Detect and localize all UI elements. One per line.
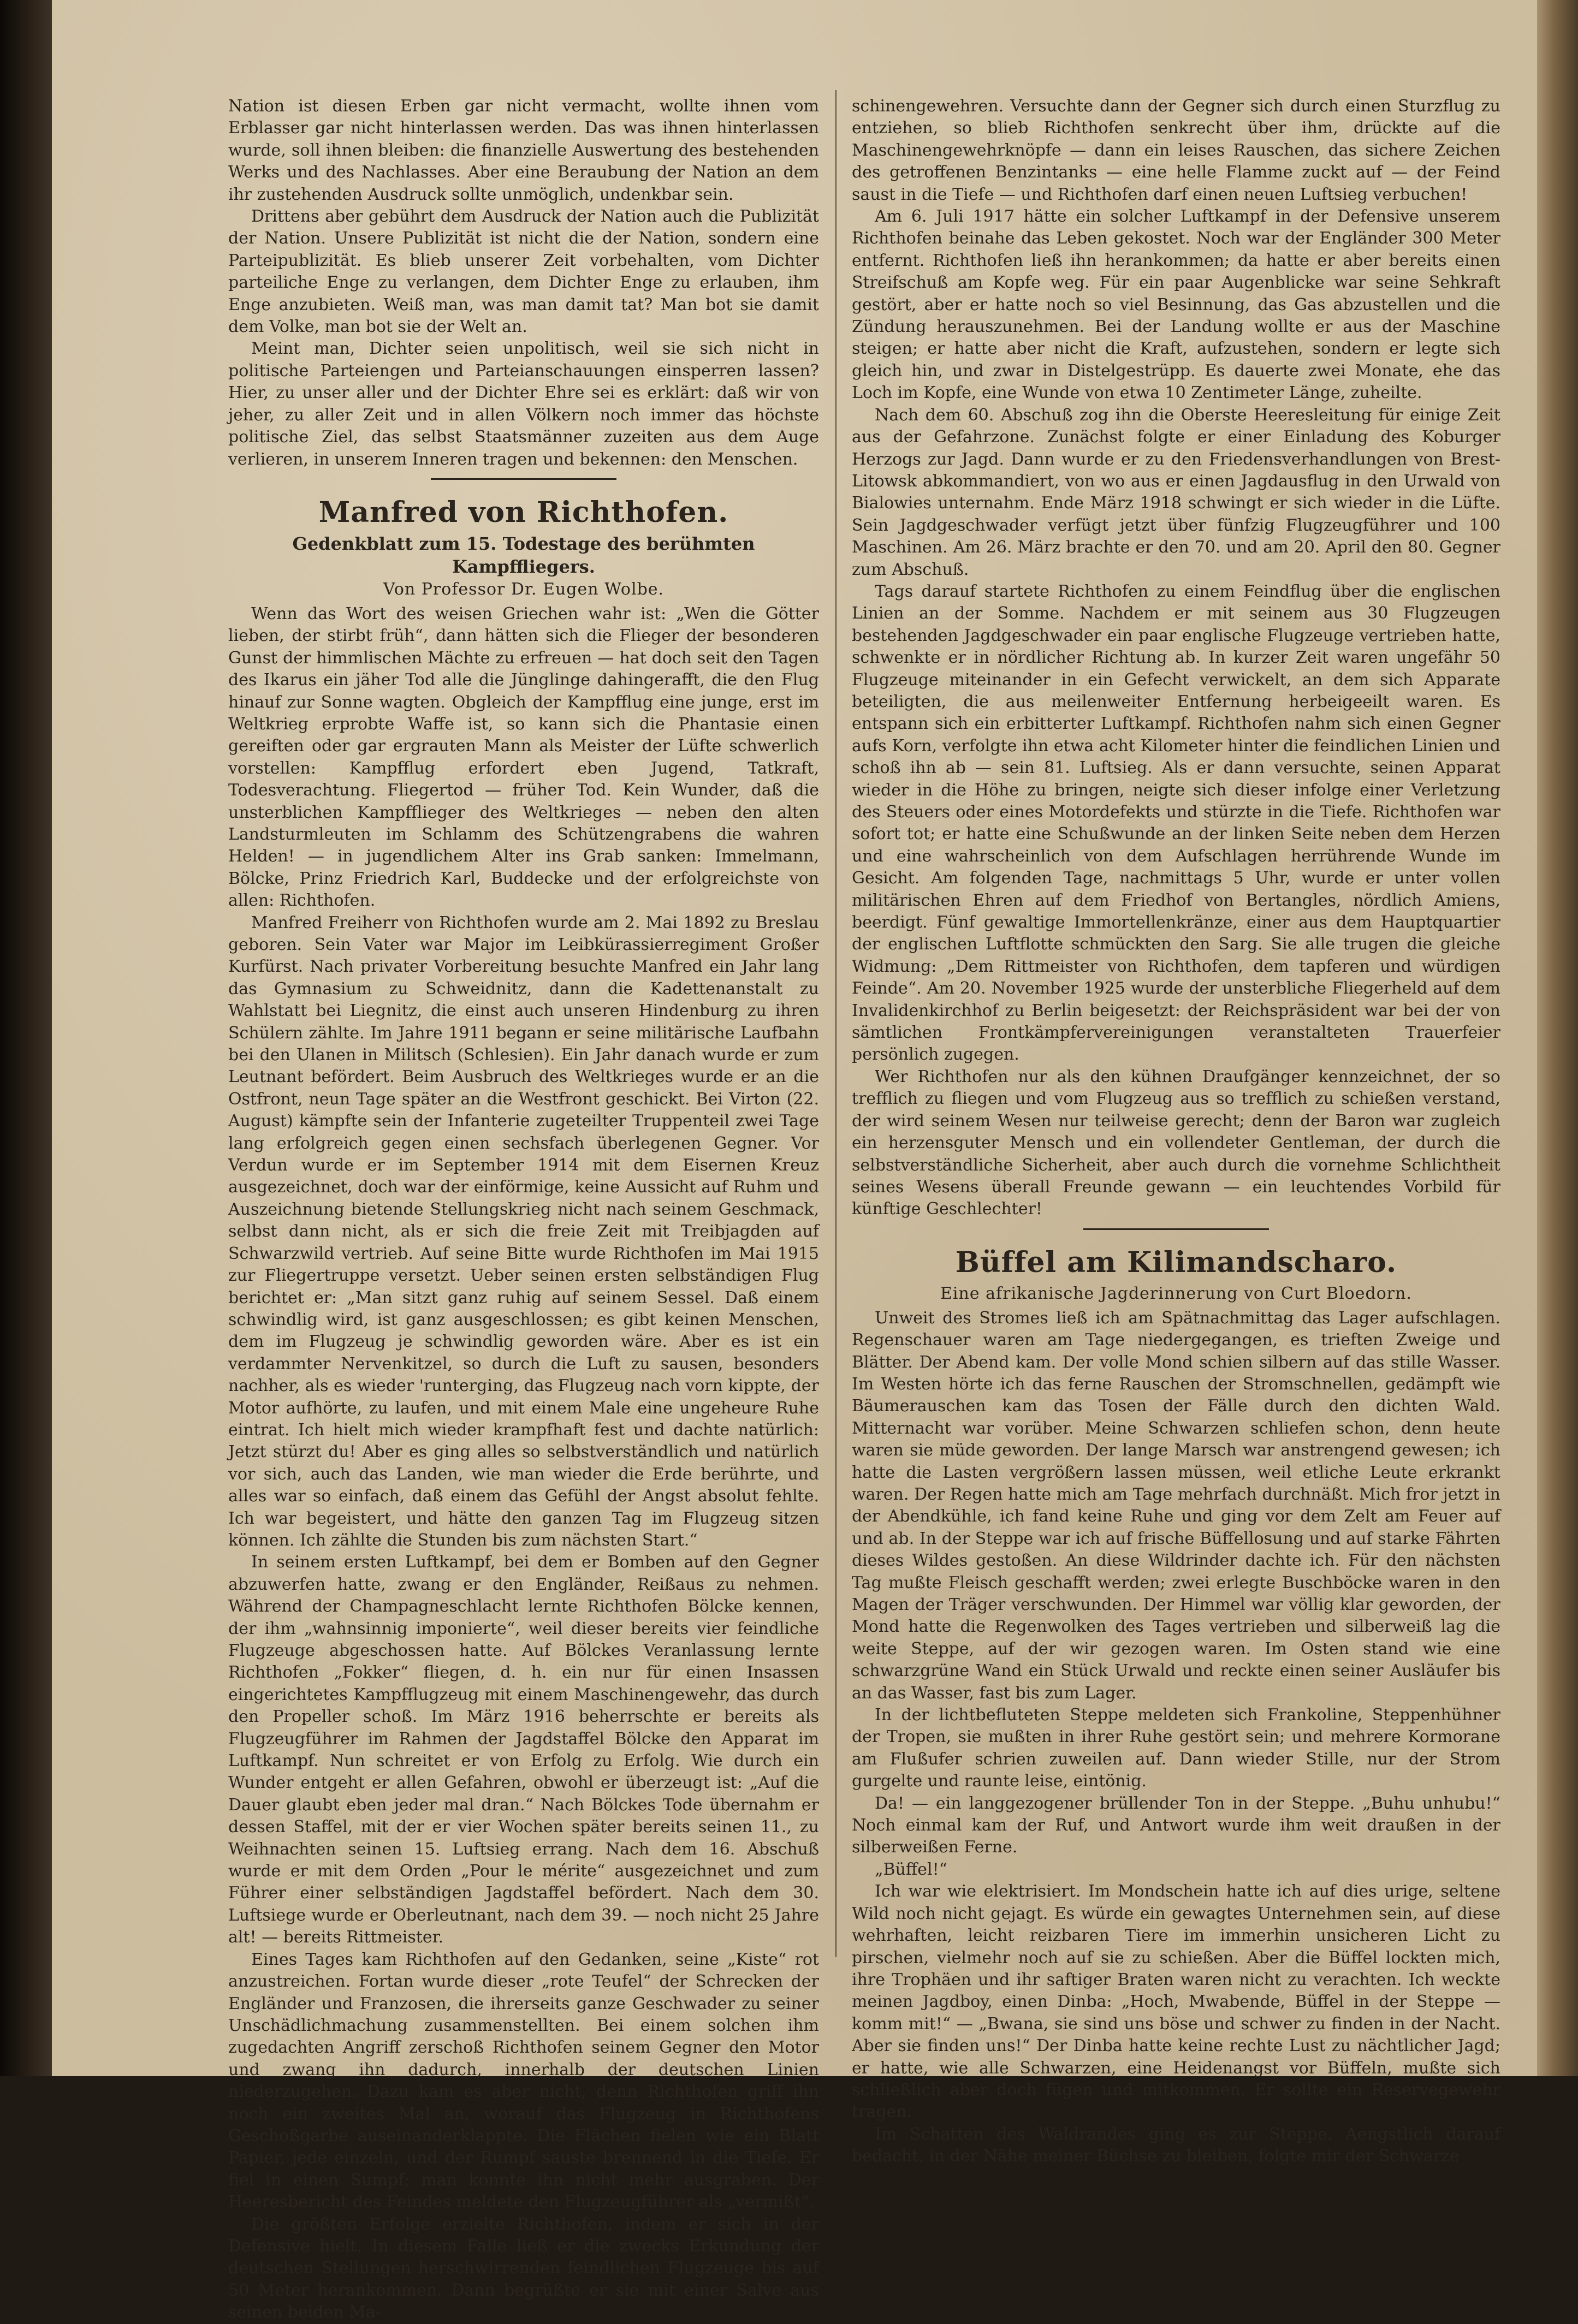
- article2-title: Büffel am Kilimandscharo.: [955, 1245, 1397, 1279]
- article-paragraph: Am 6. Juli 1917 hätte ein solcher Luftkampf in der Defensive unserem Richthofen beinahe das Leben gekostet. Noch war der Engländer 300 Meter entfernt. Richthofen ließ ihn herankommen; da hatte er aber bereits einen Streifschuß am Kopfe weg. Für ein paar Augenblicke war seine Sehkraft gestört, aber er hatte noch so viel Besinnung, das Gas abzustellen und die Zündung herauszunehmen. Bei der Landung wollte er aus der Maschine steigen; er hatte aber nicht die Kraft, aufzustehen, sondern er legte sich gleich hin, und zwar in Distelgestrüpp. Es dauerte zwei Monate, ehe das Loch im Kopfe, eine Wunde von etwa 10 Zentimeter Länge, zuheilte.: [852, 207, 1500, 403]
- article-paragraph: Wenn das Wort des weisen Griechen wahr ist: „Wen die Götter lieben, der stirbt früh“, dann hätten sich die Flieger der besonderen Gunst der himmlischen Mächte zu erfreuen — hat doch seit den Tagen des Ikarus ein jäher Tod alle die Jünglinge dahingerafft, die den Flug hinauf zur Sonne wagten. Obgleich der Kampfflug eine junge, erst im Weltkrieg erprobte Waffe ist, so kann sich die Phantasie einen gereiften oder gar ergrauten Mann als Meister der Lüfte schwerlich vorstellen: Kampfflug erfordert eben Jugend, Tatkraft, Todesverachtung. Fliegertod — früher Tod. Kein Wunder, daß die unsterblichen Kampfflieger des Weltkrieges — neben den alten Landsturmleuten im Schlamm des Schützengrabens die wahren Helden! — in jugendlichem Alter ins Grab sanken: Immelmann, Bölcke, Prinz Friedrich Karl, Buddecke und der erfolgreichste von allen: Richthofen.: [228, 604, 819, 911]
- article-author: Von Professor Dr. Eugen Wolbe.: [383, 579, 665, 599]
- intro-paragraph: Meint man, Dichter seien unpolitisch, weil sie sich nicht in politische Parteiengen und Parteianschauungen einsperren lassen? Hier, zu unser aller und der Dichter Ehre sei es erklärt: daß wir von jeher, zu aller Zeit und in allen Völkern noch immer das höchste politische Ziel, das selbst Staatsmänner zuzeiten aus dem Auge verlieren, in unserem Inneren tragen und bekennen: den Menschen.: [228, 339, 819, 469]
- article2-paragraph: „Büffel!“: [875, 1859, 947, 1879]
- article-title: Manfred von Richthofen.: [318, 495, 729, 529]
- article-paragraph: Wer Richthofen nur als den kühnen Draufgänger kennzeichnet, der so trefflich zu fliegen und vom Flugzeug aus so trefflich zu schießen verstand, der wird seinem Wesen nur teilweise gerecht; denn der Baron war zugleich ein herzensguter Mensch und ein vollendeter Gentleman, der durch die selbstverständliche Sicherheit, aber auch durch die vornehme Schlichtheit seines Wesens überall Freunde gewann — ein leuchtendes Vorbild für künftige Geschlechter!: [852, 1067, 1500, 1219]
- article-paragraph: Nach dem 60. Abschuß zog ihn die Oberste Heeresleitung für einige Zeit aus der Gefahrzone. Zunächst folgte er einer Einladung des Koburger Herzogs zur Jagd. Dann wurde er zu den Friedensverhandlungen von Brest-Litowsk abkommandiert, von wo aus er einen Jagdausflug in den Urwald von Bialowies unternahm. Ende März 1918 schwingt er sich wieder in die Lüfte. Sein Jagdgeschwader verfügt jetzt über fünfzig Flugzeugführer und 100 Maschinen. Am 26. März brachte er den 70. und am 20. April den 80. Gegner zum Abschuß.: [852, 405, 1500, 579]
- intro-paragraph: Nation ist diesen Erben gar nicht vermacht, wollte ihnen vom Erblasser gar nicht hinterlassen werden. Das was ihnen hinterlassen wurde, soll ihnen bleiben: die finanzielle Auswertung des bestehenden Werks und des Nachlasses. Aber eine Beraubung der Nation an dem ihr zustehenden Ausdruck sollte unmöglich, undenkbar sein.: [228, 97, 819, 204]
- article2-subtitle: Eine afrikanische Jagderinnerung von Curt Bloedorn.: [940, 1283, 1412, 1303]
- article-paragraph: Die größten Erfolge erzielte Richthofen, indem er sich in der Defensive hielt. In diesem Falle ließ er die zwecks Erkundung der deutschen Stellungen herschwirrenden feindlichen Flugzeuge bis auf 50 Meter herankommen. Dann begrüßte er sie mit einer Salve aus seinen beiden Ma-: [228, 2214, 819, 2322]
- article2-paragraph: Ich war wie elektrisiert. Im Mondschein hatte ich auf dies urige, seltene Wild noch nicht gejagt. Es würde ein gewagtes Unternehmen sein, auf diese wehrhaften, leicht reizbaren Tiere im immerhin unsicheren Licht zu pirschen, vielmehr noch auf sie zu schießen. Aber die Büffel lockten mich, ihre Trophäen und ihr saftiger Braten waren nicht zu verachten. Ich weckte meinen Jagdboy, einen Dinba: „Hoch, Mwabende, Büffel in der Steppe — komm mit!“ — „Bwana, sie sind uns böse und schwer zu finden in der Nacht. Aber sie finden uns!“ Der Dinba hatte keine rechte Lust zu nächtlicher Jagd; er hatte, wie alle Schwarzen, eine Heidenangst vor Büffeln, mußte sich schließlich aber doch fügen und mitkommen. Er sollte ein Reservegewehr tragen.: [852, 1882, 1500, 2122]
- article-subtitle: Gedenkblatt zum 15. Todestage des berühmten Kampffliegers.: [292, 533, 755, 577]
- article-paragraph: In seinem ersten Luftkampf, bei dem er Bomben auf den Gegner abzuwerfen hatte, zwang er den Engländer, Reißaus zu nehmen. Während der Champagneschlacht lernte Richthofen Bölcke kennen, der ihm „wahnsinnig imponierte“, weil dieser bereits vier feindliche Flugzeuge abgeschossen hatte. Auf Bölckes Veranlassung lernte Richthofen „Fokker“ fliegen, d. h. ein nur für einen Insassen eingerichtetes Kampfflugzeug mit einem Maschinengewehr, das durch den Propeller schoß. Im März 1916 beherrschte er bereits als Flugzeugführer im Rahmen der Jagdstaffel Bölcke den Apparat im Luftkampf. Nun schreitet er von Erfolg zu Erfolg. Wie durch ein Wunder entgeht er allen Gefahren, obwohl er überzeugt ist: „Auf die Dauer glaubt eben jeder mal dran.“ Nach Bölckes Tode übernahm er dessen Staffel, mit der er vier Wochen später bereits seinen 11., zu Weihnachten seinen 15. Luftsieg errang. Nach dem 16. Abschuß wurde er mit dem Orden „Pour le mérite“ ausgezeichnet und zum Führer einer selbständigen Jagdstaffel befördert. Nach dem 30. Luftsiege wurde er Oberleutnant, nach dem 39. — noch nicht 25 Jahre alt! — bereits Rittmeister.: [228, 1553, 819, 1947]
- article2-paragraph: Da! — ein langgezogener brüllender Ton in der Steppe. „Buhu unhubu!“ Noch einmal kam der Ruf, und Antwort wurde ihm weit draußen in der silberweißen Ferne.: [852, 1793, 1500, 1857]
- column-divider: [835, 90, 837, 1957]
- article-paragraph: Manfred Freiherr von Richthofen wurde am 2. Mai 1892 zu Breslau geboren. Sein Vater war Major im Leibkürassierregiment Großer Kurfürst. Nach privater Vorbereitung besuchte Manfred ein Jahr lang das Gymnasium zu Schweidnitz, dann die Kadettenanstalt zu Wahlstatt bei Liegnitz, die einst auch unseren Hindenburg zu ihren Schülern zählte. Im Jahre 1911 begann er seine militärische Laufbahn bei den Ulanen in Militsch (Schlesien). Ein Jahr danach wurde er zum Leutnant befördert. Beim Ausbruch des Weltkrieges wurde er an die Ostfront, neun Tage später an die Westfront geschickt. Bei Virton (22. August) kämpfte sein der Infanterie zugeteilter Truppenteil zwei Tage lang erfolgreich gegen einen sechsfach überlegenen Gegner. Vor Verdun wurde er im September 1914 mit dem Eisernen Kreuz ausgezeichnet, doch war der einförmige, keine Aussicht auf Ruhm und Auszeichnung bietende Stellungskrieg nicht nach seinem Geschmack, selbst dann nicht, als er sich die freie Zeit mit Treibjagden auf Schwarzwild vertrieb. Auf seine Bitte wurde Richthofen im Mai 1915 zur Fliegertruppe versetzt. Ueber seinen ersten selbständigen Flug berichtet er: „Man sitzt ganz ruhig auf seinem Sessel. Daß einem schwindlig wird, ist ganz ausgeschlossen; es gibt keinen Menschen, dem im Flugzeug je schwindlig geworden wäre. Aber es ist ein verdammter Nervenkitzel, so durch die Luft zu sausen, besonders nachher, als es wieder 'runterging, das Flugzeug nach vorn kippte, der Motor aufhörte, zu laufen, und mit einem Male eine ungeheure Ruhe eintrat. Ich hielt mich wieder krampfhaft fest und dachte natürlich: Jetzt stürzt du! Aber es ging alles so selbstverständlich und natürlich vor sich, auch das Landen, wie man wieder die Erde berührte, und alles war so einfach, daß einem das Gefühl der Angst absolut fehlte. Ich war begeistert, und hätte den ganzen Tag im Flugzeug sitzen können. Ich zählte die Stunden bis zum nächsten Start.“: [228, 913, 819, 1550]
- book-binding-edge: [0, 0, 52, 2076]
- article2-paragraph: Im Schatten des Waldrandes ging es zur Steppe. Aengstlich darauf bedacht, in der Nähe meiner Büchse zu bleiben, folgte mir der Schwarze: [852, 2124, 1500, 2166]
- right-column: [852, 96, 1500, 2168]
- section-divider: [1083, 1228, 1269, 1230]
- article-paragraph: schinengewehren. Versuchte dann der Gegner sich durch einen Sturzflug zu entziehen, so blieb Richthofen senkrecht über ihm, drückte auf die Maschinengewehrknöpfe — dann ein leises Rauschen, das sichere Zeichen des getroffenen Benzintanks — eine helle Flamme zuckt auf — der Feind saust in die Tiefe — und Richthofen darf einen neuen Luftsieg verbuchen!: [852, 97, 1500, 204]
- left-column: [228, 96, 819, 2324]
- article-paragraph: Tags darauf startete Richthofen zu einem Feindflug über die englischen Linien an der Somme. Nachdem er mit seinem aus 30 Flugzeugen bestehenden Jagdgeschwader ein paar englische Flugzeuge vertrieben hatte, schwenkte er in nördlicher Richtung ab. In kurzer Zeit waren ungefähr 50 Flugzeuge miteinander in ein Gefecht verwickelt, an dem sich Apparate beteiligten, die aus meilenweiter Entfernung herbeigeeilt waren. Es entspann sich ein erbitterter Luftkampf. Richthofen nahm sich einen Gegner aufs Korn, verfolgte ihn etwa acht Kilometer hinter die feindlichen Linien und schoß ihn ab — sein 81. Luftsieg. Als er dann versuchte, seinen Apparat wieder in die Höhe zu bringen, neigte sich dieser infolge einer Verletzung des Steuers oder eines Motordefekts und stürzte in die Tiefe. Richthofen war sofort tot; er hatte eine Schußwunde an der linken Seite neben dem Herzen und eine wahrscheinlich von dem Aufschlagen herrührende Wunde im Gesicht. Am folgenden Tage, nachmittags 5 Uhr, wurde er unter vollen militärischen Ehren auf dem Friedhof von Bertangles, nördlich Amiens, beerdigt. Fünf gewaltige Immortellenkränze, einer aus dem Hauptquartier der englischen Luftflotte schmückten den Sarg. Sie alle trugen die gleiche Widmung: „Dem Rittmeister von Richthofen, dem tapferen und würdigen Feinde“. Am 20. November 1925 wurde der unsterbliche Fliegerheld auf dem Invalidenkirchhof zu Berlin beigesetzt: der Reichspräsident war bei der von sämtlichen Frontkämpfervereinigungen veranstalteten Trauerfeier persönlich zugegen.: [852, 581, 1500, 1065]
- article2-paragraph: In der lichtbefluteten Steppe meldeten sich Frankoline, Steppenhühner der Tropen, sie mußten in ihrer Ruhe gestört sein; und mehrere Kormorane am Flußufer schrien zuweilen auf. Dann wieder Stille, nur der Strom gurgelte und raunte leise, eintönig.: [852, 1705, 1500, 1791]
- article-paragraph: Eines Tages kam Richthofen auf den Gedanken, seine „Kiste“ rot anzustreichen. Fortan wurde dieser „rote Teufel“ der Schrecken der Engländer und Franzosen, die ihrerseits ganze Geschwader zu seiner Unschädlichmachung zusammenstellten. Bei einem solchen ihm zugedachten Angriff zerschoß Richthofen seinem Gegner den Motor und zwang ihn dadurch, innerhalb der deutschen Linien niederzugehen. Dazu kam es aber nicht, denn Richthofen griff ihn noch ein zweites Mal an, worauf das Flugzeug in Richthofens Geschoßgarbe auseinanderklappte. Die Flächen fielen wie ein Blatt Papier, jede einzeln, und der Rumpf sauste brennend in die Tiefe. Er fiel in einen Sumpf; man konnte ihn nicht mehr ausgraben. Der Heeresbericht des Feindes meldete den Flugzeugführer als „vermißt“.: [228, 1949, 819, 2212]
- section-divider: [431, 478, 616, 480]
- page-stack-edge: [1537, 0, 1578, 2076]
- intro-paragraph: Drittens aber gebührt dem Ausdruck der Nation auch die Publizität der Nation. Unsere Publizität ist nicht die der Nation, sondern eine Parteipublizität. Es blieb unserer Zeit vorbehalten, vom Dichter parteiliche Enge zu verlangen, dem Dichter Enge zu erlauben, ihm Enge anzubieten. Weiß man, was man damit tat? Man bot sie damit dem Volke, man bot sie der Welt an.: [228, 207, 819, 337]
- article2-paragraph: Unweit des Stromes ließ ich am Spätnachmittag das Lager aufschlagen. Regenschauer waren am Tage niedergegangen, es trieften Zweige und Blätter. Der Abend kam. Der volle Mond schien silbern auf das stille Wasser. Im Westen hörte ich das ferne Rauschen der Stromschnellen, gedämpft wie Bäumerauschen kam das Tosen der Fälle durch den dichten Wald. Mitternacht war vorüber. Meine Schwarzen schliefen schon, denn heute waren sie müde geworden. Der lange Marsch war anstrengend gewesen; ich hatte die Lasten vergrößern lassen müssen, weil etliche Leute erkrankt waren. Der Regen hatte mich am Tage mehrfach durchnäßt. Mich fror jetzt in der Abendkühle, ich fand keine Ruhe und ging vor dem Zelt am Feuer auf und ab. In der Steppe war ich auf frische Büffellosung und auf starke Fährten dieses Wildes gestoßen. An diese Wildrinder dachte ich. Für den nächsten Tag mußte Fleisch geschafft werden; zwei erlegte Buschböcke waren in den Magen der Träger verschwunden. Der Himmel war völlig klar geworden, der Mond hatte die Regenwolken des Tages vertrieben und silberweiß lag die weite Steppe, auf der wir gezogen waren. Im Osten stand wie eine schwarzgrüne Wand ein Stück Urwald und reckte einen seiner Ausläufer bis an das Wasser, fast bis zum Lager.: [852, 1308, 1500, 1703]
